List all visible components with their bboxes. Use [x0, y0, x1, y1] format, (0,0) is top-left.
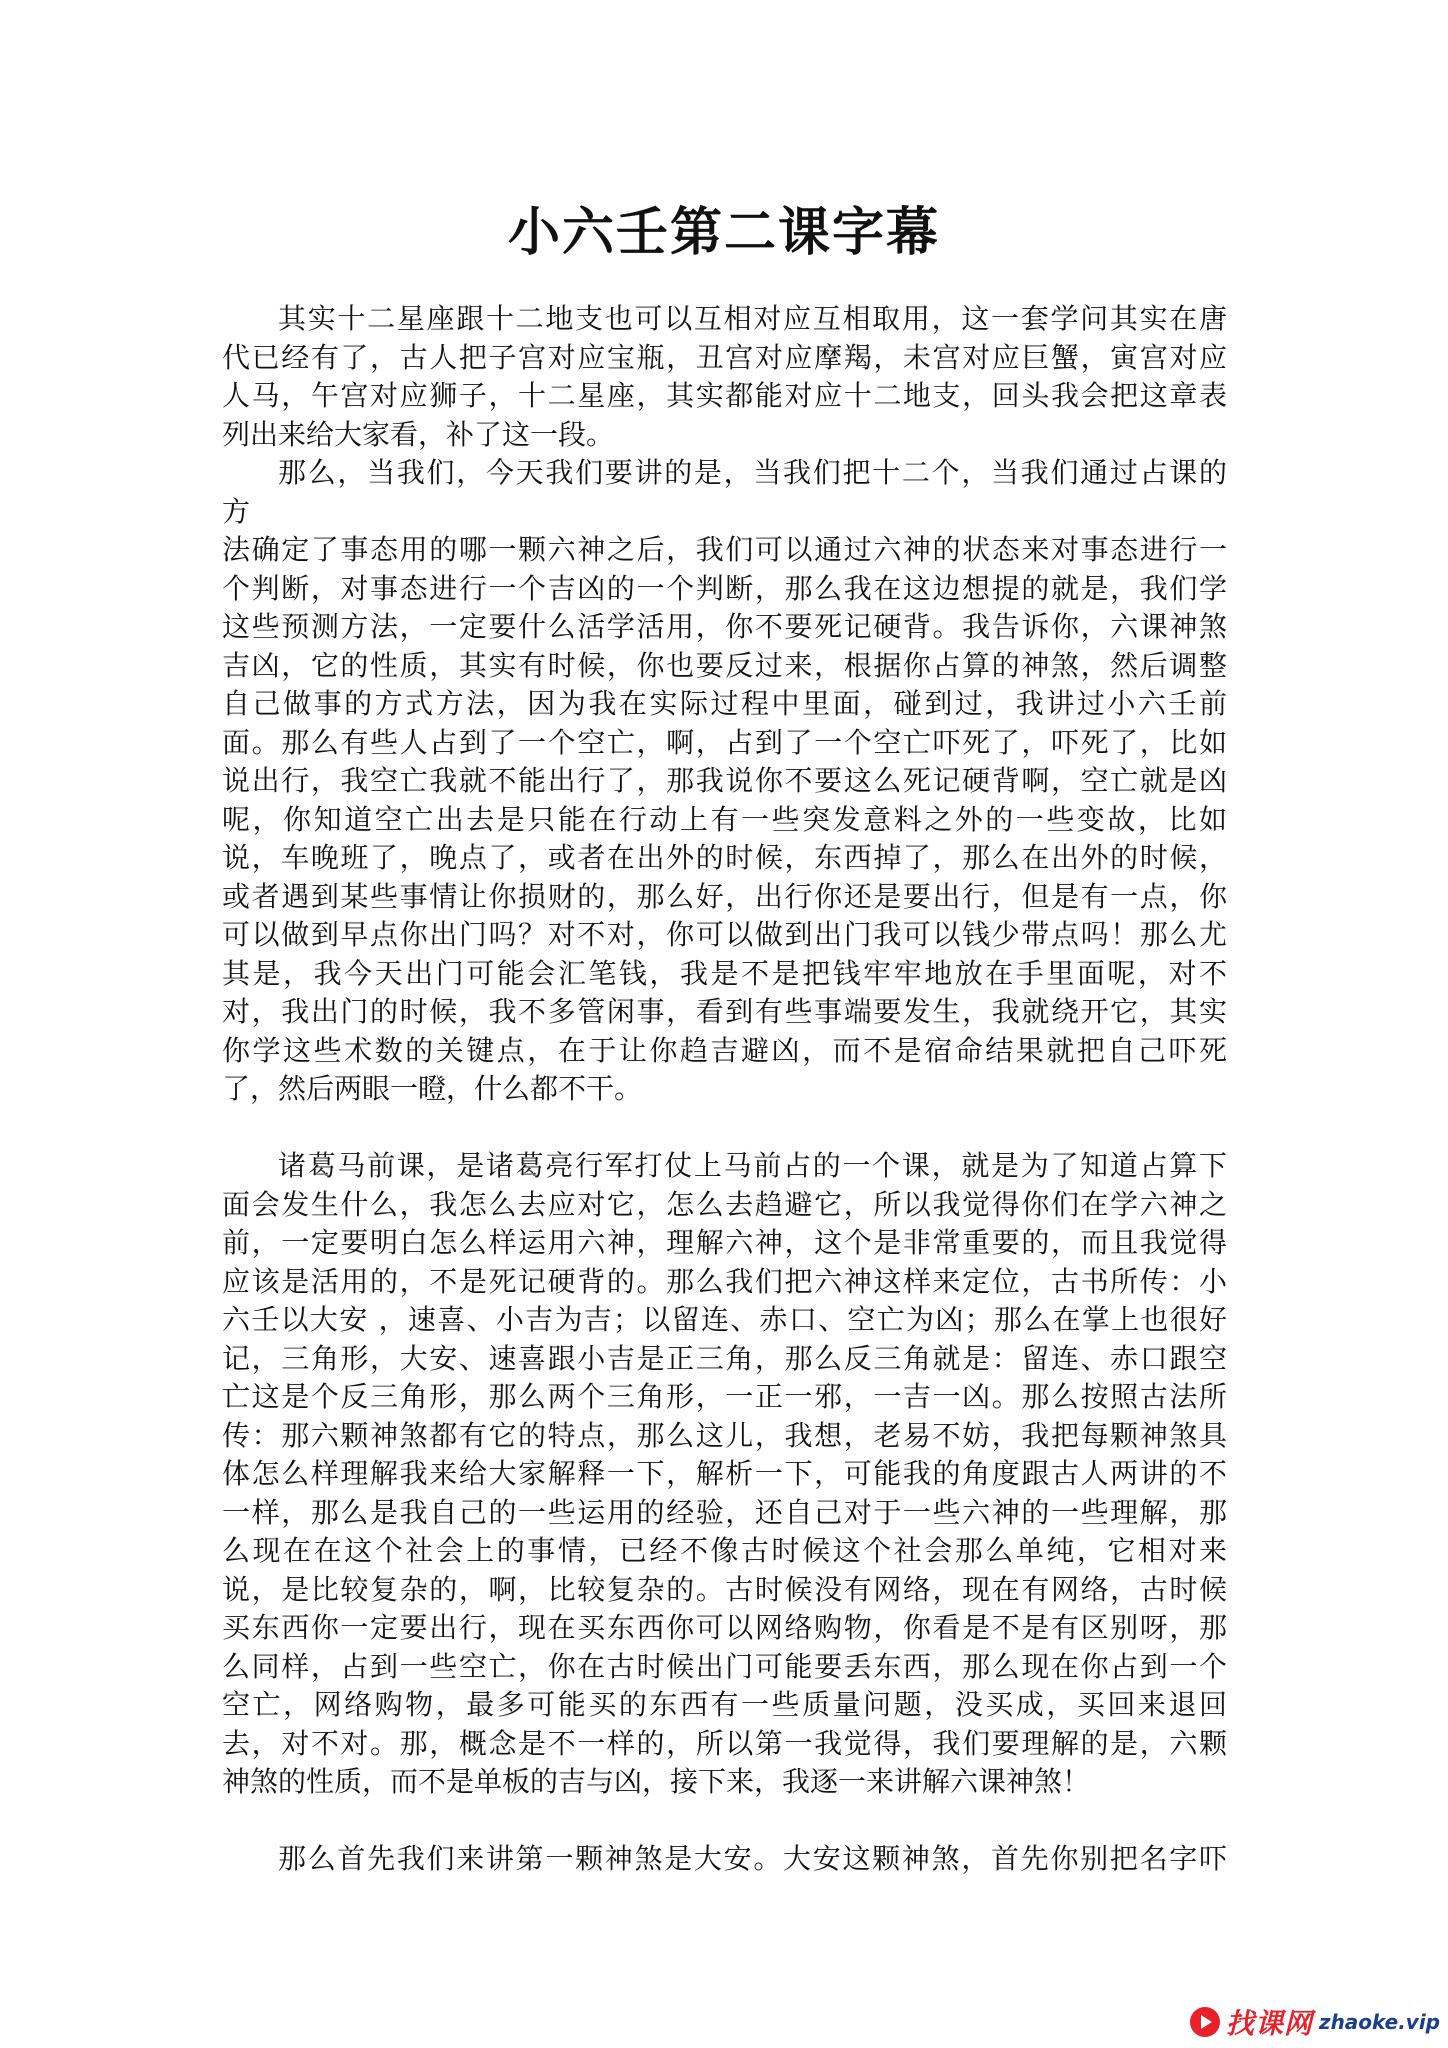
- text-line: 么同样，占到一些空亡，你在古时候出门可能要丢东西，那么现在你占到一个: [222, 1649, 1227, 1683]
- text-line: 法确定了事态用的哪一颗六神之后，我们可以通过六神的状态来对事态进行一: [222, 533, 1227, 566]
- watermark-en-text: zhaoke.vip: [1318, 2010, 1440, 2034]
- text-line: 人马，午宫对应狮子，十二星座，其实都能对应十二地支，回头我会把这章表: [222, 379, 1227, 412]
- text-line: 亡这是个反三角形，那么两个三角形，一正一邪，一吉一凶。那么按照古法所: [222, 1380, 1227, 1413]
- text-line: 神煞的性质，而不是单板的吉与凶，接下来，我逐一来讲解六课神煞！: [222, 1765, 1091, 1798]
- text-line: 说，是比较复杂的，啊，比较复杂的。古时候没有网络，现在有网络，古时候: [222, 1572, 1227, 1606]
- text-line: 可以做到早点你出门吗？对不对，你可以做到出门我可以钱少带点吗！那么尤: [222, 918, 1227, 951]
- text-line: 诸葛马前课，是诸葛亮行军打仗上马前占的一个课，就是为了知道占算下: [278, 1149, 1227, 1182]
- document-title: 小六壬第二课字幕: [507, 202, 940, 263]
- text-line: 了，然后两眼一瞪，什么都不干。: [222, 1072, 643, 1105]
- paragraph: [222, 1840, 1227, 1879]
- text-line: 呢，你知道空亡出去是只能在行动上有一些突发意料之外的一些变故，比如: [222, 802, 1227, 836]
- document-body: [222, 300, 1227, 1879]
- text-line: 说出行，我空亡我就不能出行了，那我说你不要这么死记硬背啊，空亡就是凶: [222, 764, 1227, 797]
- text-line: 记，三角形，大安、速喜跟小吉是正三角，那么反三角就是：留连、赤口跟空: [222, 1341, 1227, 1375]
- text-line: 方: [222, 494, 251, 528]
- text-line: 或者遇到某些事情让你损财的，那么好，出行你还是要出行，但是有一点，你: [222, 879, 1227, 913]
- text-line: 应该是活用的，不是死记硬背的。那么我们把六神这样来定位，古书所传：小: [222, 1264, 1227, 1298]
- text-line: 其是，我今天出门可能会汇笔钱，我是不是把钱牢牢地放在手里面呢，对不: [222, 956, 1227, 990]
- text-line: 传：那六颗神煞都有它的特点，那么这儿，我想，老易不妨，我把每颗神煞具: [222, 1418, 1227, 1452]
- text-line: 吉凶，它的性质，其实有时候，你也要反过来，根据你占算的神煞，然后调整: [222, 648, 1227, 682]
- watermark: [1190, 2002, 1440, 2042]
- paragraph-gap: [222, 1109, 1227, 1148]
- watermark-cn-text: 找课网: [1225, 2007, 1313, 2040]
- paragraph: [222, 300, 1227, 454]
- text-line: 说，车晚班了，晚点了，或者在出外的时候，东西掉了，那么在出外的时候，: [222, 841, 1227, 874]
- paragraph: [222, 1147, 1227, 1802]
- text-line: 那么，当我们，今天我们要讲的是，当我们把十二个，当我们通过占课的: [278, 456, 1227, 489]
- text-line: 面会发生什么，我怎么去应对它，怎么去趋避它，所以我觉得你们在学六神之: [222, 1187, 1227, 1221]
- text-line: 代已经有了，古人把子宫对应宝瓶，丑宫对应摩羯，未宫对应巨蟹，寅宫对应: [222, 340, 1227, 374]
- text-line: 去，对不对。那，概念是不一样的，所以第一我觉得，我们要理解的是，六颗: [222, 1726, 1227, 1760]
- text-line: 体怎么样理解我来给大家解释一下，解析一下，可能我的角度跟古人两讲的不: [222, 1457, 1227, 1490]
- text-line: 六壬以大安 ，速喜、小吉为吉；以留连、赤口、空亡为凶；那么在掌上也很好: [222, 1303, 1227, 1336]
- paragraph: [222, 454, 1227, 531]
- text-line: 买东西你一定要出行，现在买东西你可以网络购物，你看是不是有区别呀，那: [222, 1611, 1227, 1644]
- paragraph-gap: [222, 1802, 1227, 1841]
- text-line: 其实十二星座跟十二地支也可以互相对应互相取用，这一套学问其实在唐: [278, 302, 1227, 335]
- paragraph: [222, 531, 1227, 1109]
- text-line: 空亡，网络购物，最多可能买的东西有一些质量问题，没买成，买回来退回: [222, 1688, 1227, 1721]
- text-line: 那么首先我们来讲第一颗神煞是大安。大安这颗神煞，首先你别把名字吓: [278, 1842, 1227, 1875]
- text-line: 前，一定要明白怎么样运用六神，理解六神，这个是非常重要的，而且我觉得: [222, 1226, 1227, 1259]
- text-line: 面。那么有些人占到了一个空亡，啊，占到了一个空亡吓死了，吓死了，比如: [222, 725, 1227, 759]
- text-line: 对，我出门的时候，我不多管闲事，看到有些事端要发生，我就绕开它，其实: [222, 995, 1227, 1028]
- text-line: 自己做事的方式方法，因为我在实际过程中里面，碰到过，我讲过小六壬前: [222, 687, 1227, 720]
- text-line: 一样，那么是我自己的一些运用的经验，还自己对于一些六神的一些理解，那: [222, 1495, 1227, 1529]
- text-line: 么现在在这个社会上的事情，已经不像古时候这个社会那么单纯，它相对来: [222, 1534, 1227, 1567]
- text-line: 这些预测方法，一定要什么活学活用，你不要死记硬背。我告诉你，六课神煞: [222, 610, 1227, 643]
- play-logo-icon: [1190, 2007, 1220, 2037]
- text-line: 列出来给大家看，补了这一段。: [222, 417, 615, 451]
- text-line: 个判断，对事态进行一个吉凶的一个判断，那么我在这边想提的就是，我们学: [222, 571, 1227, 605]
- text-line: 你学这些术数的关键点，在于让你趋吉避凶，而不是宿命结果就把自己吓死: [222, 1033, 1227, 1067]
